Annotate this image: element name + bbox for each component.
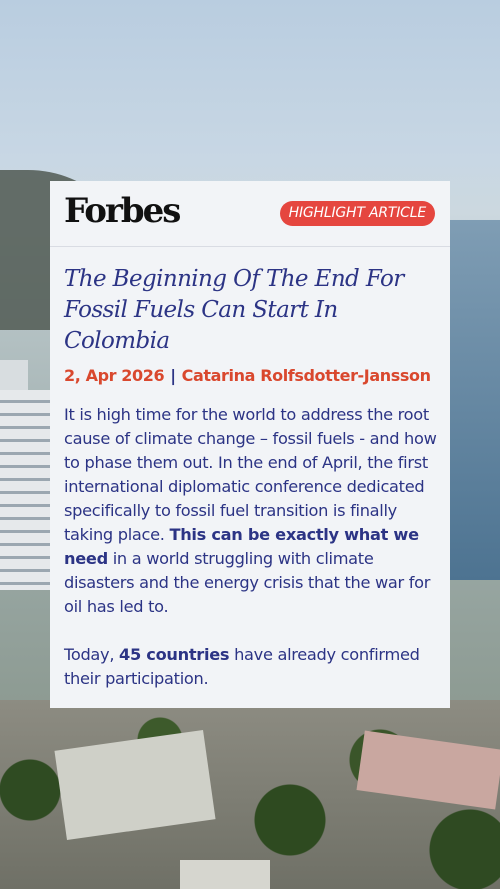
paragraph-text: in a world struggling with climate disasters and the energy crisis that the war for oil has led to. [64, 549, 431, 616]
article-date: 2, Apr 2026 [64, 366, 165, 385]
paragraph-1 [64, 403, 440, 619]
paragraph-text: have already confirmed their participation. [64, 645, 420, 688]
article-card [50, 181, 450, 708]
article-meta [64, 366, 431, 385]
building [180, 860, 270, 889]
paragraph-bold-text: 45 countries [119, 645, 230, 664]
article-title: The Beginning Of The End For Fossil Fuels Can Start In Colombia [64, 266, 404, 354]
building [0, 390, 55, 590]
forbes-logo: Forbes [64, 191, 180, 231]
paragraph-2 [64, 643, 440, 691]
article-body [64, 403, 440, 715]
paragraph-text: It is high time for the world to address the root cause of climate change – fossil fuels - and how to phase them out. In the end of April, the first international diplomatic conference dedicated specifically to fossil fuel transition is finally taking place. [64, 405, 437, 544]
highlight-article-badge: HIGHLIGHT ARTICLE [280, 201, 435, 226]
paragraph-bold-text: This can be exactly what we need [64, 525, 419, 568]
article-author: Catarina Rolfsdotter-Jansson [181, 366, 431, 385]
meta-separator: | [170, 366, 176, 385]
paragraph-text: Today, [64, 645, 120, 664]
divider [50, 246, 450, 247]
